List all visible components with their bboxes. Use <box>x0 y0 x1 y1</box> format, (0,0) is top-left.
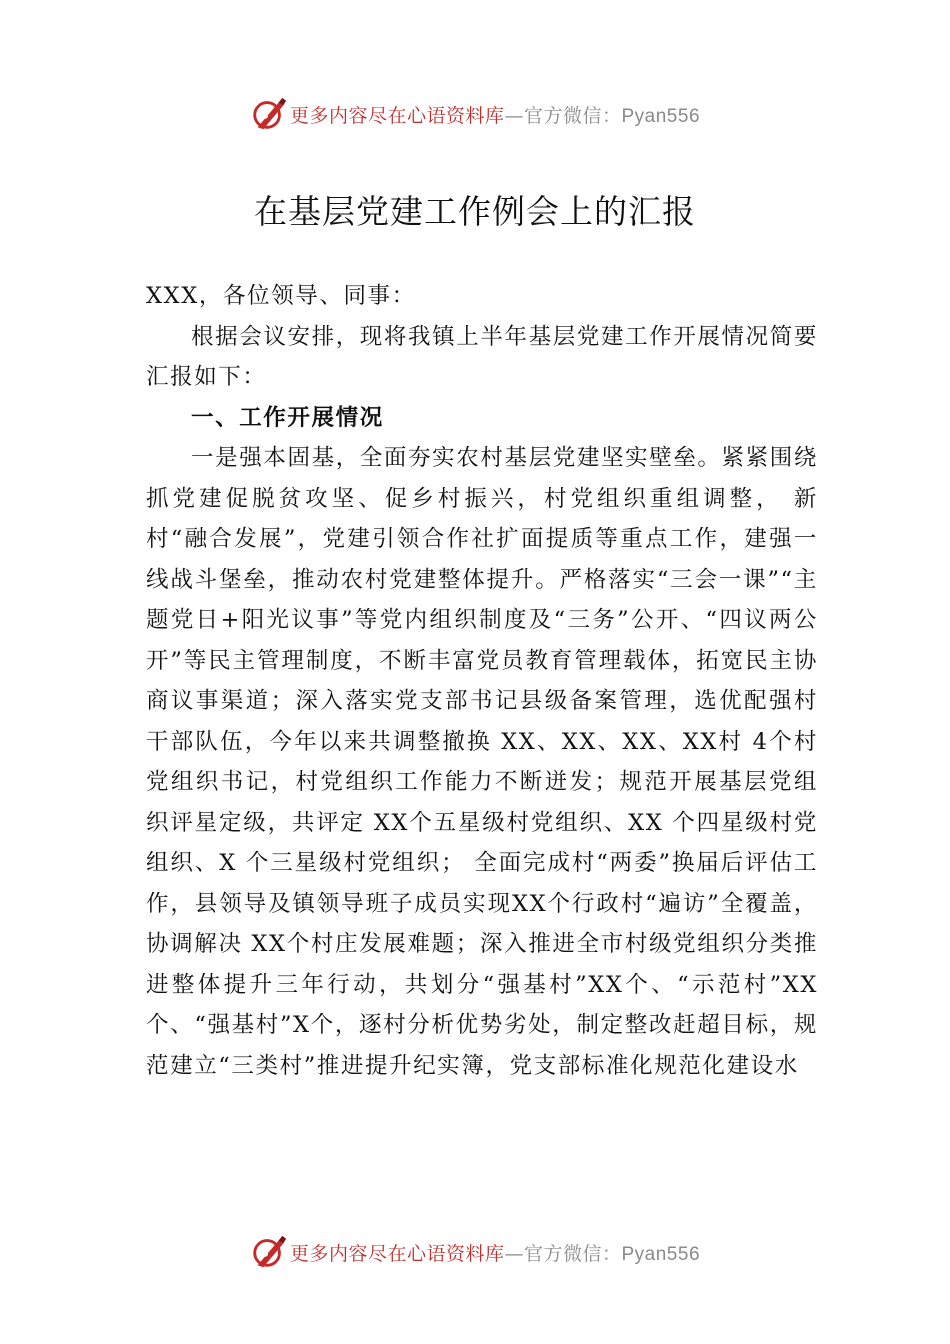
document-title: 在基层党建工作例会上的汇报 <box>254 192 696 231</box>
contact-label: 官方微信： <box>523 1242 622 1265</box>
pen-logo-icon <box>250 95 288 133</box>
body-paragraph: 一是强本固基，全面夯实农村基层党建坚实壁垒。紧紧围绕抓党建促脱贫攻坚、促乡村振兴，村党组织重组调整， 新村“融合发展”，党建引领合作社扩面提质等重点工作，建强一线战斗堡垒，推动农村党建整体提升。严格落实“三会一课”“主题党日+阳光议事”等党内组织制度及“三务”公开、“四议两公开”等民主管理制度，不断丰富党员教育管理载体，拓宽民主协商议事渠道；深入落实党支部书记县级备案管理，选优配强村干部队伍，今年以来共调整撤换 XX、XX、XX、XX村 4个村党组织书记，村党组织工作能力不断迸发；规范开展基层党组织评星定级，共评定 XX个五星级村党组织、XX 个四星级村党组织、X 个三星级村党组织； 全面完成村“两委”换届后评估工作，县领导及镇领导班子成员实现XX个行政村“遍访”全覆盖，协调解决 XX个村庄发展难题；深入推进全市村级党组织分类推进整体提升三年行动，共划分“强基村”XX个、“示范村”XX个、“强基村”X个，逐村分析优势劣处，制定整改赶超目标，规范建立“三类村”推进提升纪实簿，党支部标准化规范化建设水 <box>146 445 818 1079</box>
banner-text: 更多内容尽在心语资料库—官方微信：Pyan556 <box>289 104 701 127</box>
contact-label: 官方微信： <box>523 104 622 127</box>
footer-banner <box>0 1232 950 1272</box>
pen-logo-icon <box>250 1233 288 1271</box>
section-heading: 一、工作开展情况 <box>191 404 384 431</box>
document-body <box>146 276 818 1086</box>
banner-text: 更多内容尽在心语资料库—官方微信：Pyan556 <box>289 1242 701 1265</box>
contact-id: Pyan556 <box>621 1243 701 1265</box>
salutation: XXX，各位领导、同事： <box>146 283 416 309</box>
contact-id: Pyan556 <box>621 105 701 127</box>
header-banner <box>0 94 950 134</box>
intro-paragraph: 根据会议安排，现将我镇上半年基层党建工作开展情况简要汇报如下： <box>146 323 818 390</box>
